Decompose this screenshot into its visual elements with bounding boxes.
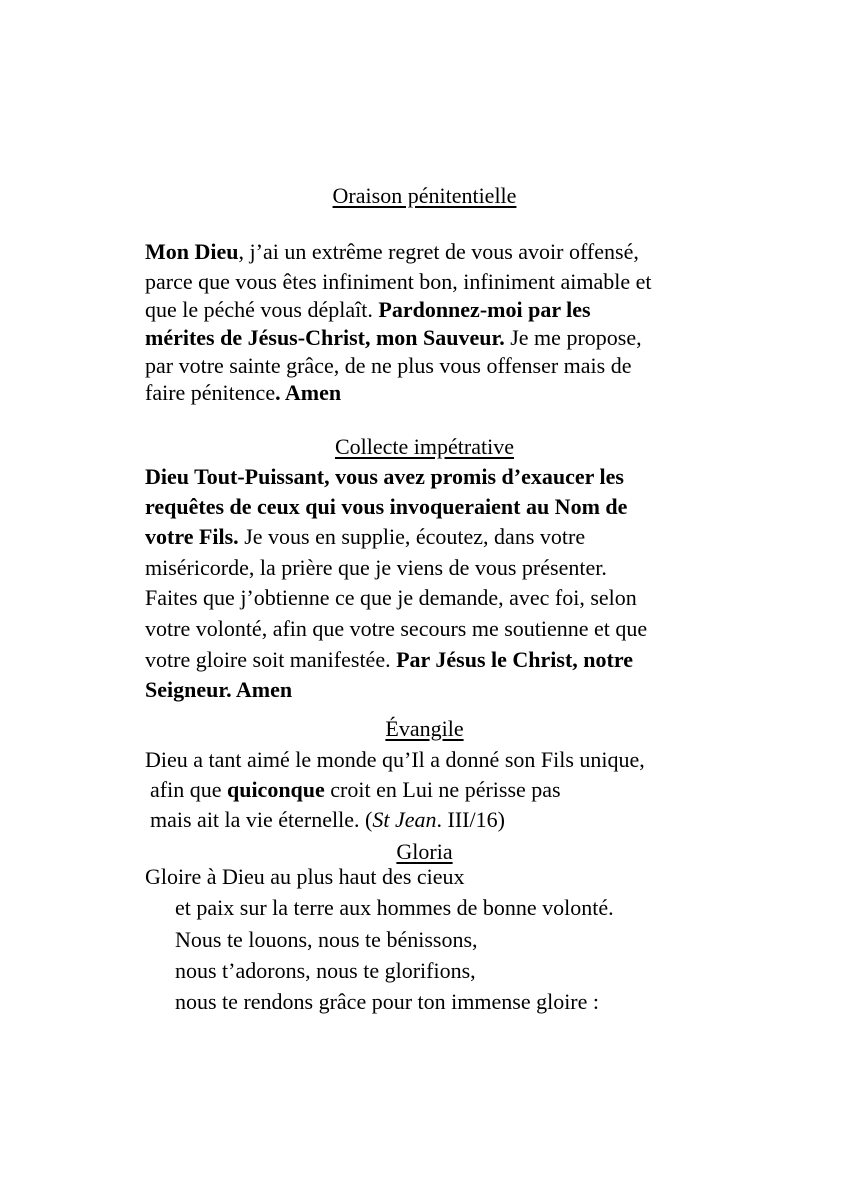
evangile-line: mais ait la vie éternelle. (St Jean. III/16) [150,807,505,832]
oraison-line: Mon Dieu, j’ai un extrême regret de vous avoir offensé, [145,239,639,264]
oraison-line: que le péché vous déplaît. Pardonnez-moi par les [145,297,591,322]
gloria-title: Gloria [396,839,453,864]
evangile-line: afin que quiconque croit en Lui ne périsse pas [150,777,561,802]
collecte-line: Dieu Tout-Puissant, vous avez promis d’exaucer les [145,464,624,489]
collecte-line: votre Fils. Je vous en supplie, écoutez, dans votre [145,524,586,549]
collecte-title: Collecte impétrative [335,434,514,459]
gloria-line: nous te rendons grâce pour ton immense gloire : [175,989,600,1014]
collecte-line: Seigneur. Amen [145,677,293,702]
oraison-line: faire pénitence. Amen [145,380,342,405]
collecte-line: votre volonté, afin que votre secours me soutienne et que [145,616,648,641]
gloria-line: Gloire à Dieu au plus haut des cieux [145,864,465,889]
oraison-line: mérites de Jésus-Christ, mon Sauveur. Je me propose, [145,325,642,350]
evangile-title: Évangile [385,716,464,741]
collecte-line: votre gloire soit manifestée. Par Jésus le Christ, notre [145,647,633,672]
collecte-line: Faites que j’obtienne ce que je demande, avec foi, selon [145,585,637,610]
gloria-line: Nous te louons, nous te bénissons, [175,927,478,952]
gloria-line: nous t’adorons, nous te glorifions, [175,958,476,983]
collecte-line: requêtes de ceux qui vous invoqueraient au Nom de [145,494,628,519]
evangile-line: Dieu a tant aimé le monde qu’Il a donné son Fils unique, [145,747,645,772]
oraison-line: par votre sainte grâce, de ne plus vous offenser mais de [145,353,632,378]
gloria-line: et paix sur la terre aux hommes de bonne volonté. [175,895,614,920]
oraison-line: parce que vous êtes infiniment bon, infiniment aimable et [145,269,652,294]
collecte-line: miséricorde, la prière que je viens de vous présenter. [145,555,607,580]
oraison-title: Oraison pénitentielle [332,183,517,208]
